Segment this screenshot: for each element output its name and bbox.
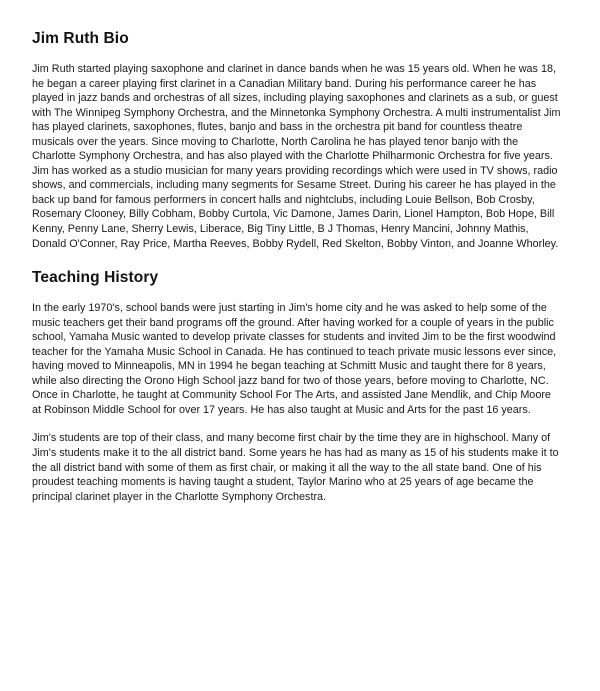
teaching-paragraph-1: In the early 1970's, school bands were just starting in Jim's home city and he was asked to help some of the music teachers get their band programs off the ground. After having worked for a couple of years in the public school, Yamaha Music wanted to develop private classes for students and invited Jim to be the first woodwind teacher for the Yamaha Music School in Canada. He has continued to teach private music lessons ever since, having moved to Minneapolis, MN in 1994 he began teaching at Schmitt Music and taught there for 8 years, while also directing the Orono High School jazz band for two of those years, before moving to Charlotte, NC. Once in Charlotte, he taught at Community School For The Arts, and assisted Jane Mendlik, and Chip Moore at Robinson Middle School for over 17 years. He has also taught at Music and Arts for the past 16 years.: [32, 302, 557, 416]
teaching-paragraph-2: Jim's students are top of their class, and many become first chair by the time they are in highschool. Many of Jim's students make it to the all district band. Some years he has had as many as 15 of his students make it to the all district band with some of them as first chair, or making it all the way to the all state band. One of his proudest teaching moments is having taught a student, Taylor Marino who at 25 years of age became the principal clarinet player in the Charlotte Symphony Orchestra.: [32, 432, 559, 503]
bio-heading: Jim Ruth Bio: [32, 30, 129, 47]
teaching-history-heading: Teaching History: [32, 269, 159, 287]
bio-paragraph: Jim Ruth started playing saxophone and clarinet in dance bands when he was 15 years old. When he was 18, he began a career playing first clarinet in a Canadian Military band. During his performance career he has played in jazz bands and orchestras of all sizes, including playing saxophones and clarinets as a sub, or guest with The Winnipeg Symphony Orchestra, and the Minnetonka Symphony Orchestra. A multi instrumentalist Jim has played clarinets, saxophones, flutes, banjo and bass in the orchestra pit band for countless theatre musicals over the years. Since moving to Charlotte, North Carolina he has played tenor banjo with the Charlotte Symphony Orchestra, and has also played with the Charlotte Philharmonic Orchestra for five years. Jim has worked as a studio musician for many years providing recordings which were used in TV shows, radio shows, and commercials, including many segments for Sesame Street. During his career he has played in the back up band for famous performers in concert halls and nightclubs, including Louie Bellson, Bob Crosby, Rosemary Clooney, Billy Cobham, Bobby Curtola, Vic Damone, James Darin, Lionel Hampton, Bob Hope, Bill Kenny, Penny Lane, Sherry Lewis, Liberace, Big Tiny Little, B J Thomas, Henry Mancini, Johnny Mathis, Donald O'Conner, Ray Price, Martha Reeves, Bobby Rydell, Red Skelton, Bobby Vinton, and Joanne Whorley.: [32, 63, 561, 250]
